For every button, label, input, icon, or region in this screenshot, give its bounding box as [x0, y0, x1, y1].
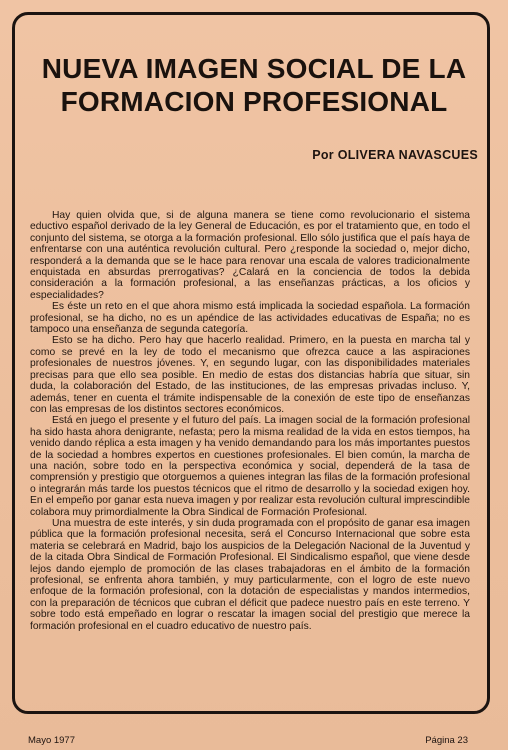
article-byline: Por OLIVERA NAVASCUES	[312, 148, 478, 162]
paragraph-1: Hay quien olvida que, si de alguna manera se tiene como revolucionario el sistema eductivo español derivado de la ley General de Educación, es por el tratamiento que, en todo el conjunto del sistema, se otorga a la formación profesional. Ello sólo justifica que el país haya de enfrentarse con una auténtica revolución cultural. Pero ¿responde la sociedad o, mejor dicho, responderá a la demanda que se le hace para renovar una escala de valores tradicionalmente enquistada en absurdas prerrogativas? ¿Calará en la conciencia de todos la debida consideración a la formación profesional, a las enseñanzas prácticas, a los oficios y especialidades?	[30, 210, 470, 301]
paragraph-3: Esto se ha dicho. Pero hay que hacerlo realidad. Primero, en la puesta en marcha tal y como se prevé en la ley de todo el mecanismo que ofrezca cauce a las aspiraciones profesionales de nuestros jóvenes. Y, en segundo lugar, con las disponibilidades materiales precisas para que ello sea posible. En medio de estas dos distancias habría que situar, sin duda, la colaboración del Estado, de las instituciones, de las empresas privadas incluso. Y, además, tener en cuenta el trámite indispensable de la conexión de este tipo de enseñanzas con las empresas de los distintos sectores económicos.	[30, 335, 470, 415]
paragraph-5: Una muestra de este interés, y sin duda programada con el propósito de ganar esa imagen pública que la formación profesional necesita, será el Concurso Internacional que sobre esta materia se celebrará en Madrid, bajo los auspicios de la Delegación Nacional de la Juventud y de la citada Obra Sindical de Formación Profesional. El Sindicalismo español, que viene desde lejos dando ejemplo de promoción de las clases trabajadoras en el ámbito de la formación profesional, se enfrenta ahora también, y muy particularmente, con el logro de este nuevo enfoque de la formación profesional, con la dotación de especialistas y mandos intermedios, con la preparación de técnicos que cubran el déficit que padece nuestro país en este terreno. Y sobre todo está empeñado en lograr o rescatar la imagen social del prestigio que merece la formación profesional en el cuadro educativo de nuestro país.	[30, 517, 470, 632]
paragraph-2: Es éste un reto en el que ahora mismo está implicada la sociedad española. La formación profesional, se ha dicho, no es un apéndice de las actividades educativas de España; no es tampoco una enseñanza de segunda categoría.	[30, 301, 470, 336]
footer-date: Mayo 1977	[28, 735, 76, 746]
paragraph-4: Está en juego el presente y el futuro del país. La imagen social de la formación profesional ha sido hasta ahora denigrante, nefasta; pero la misma realidad de la vida en estos tiempos, ha venido dando réplica a esta imagen y ha venido demandando para los más importantes puestos de la sociedad a hombres expertos en cuestiones profesionales. El bien común, la marcha de una nación, sobre todo en la perspectiva económica y social, dependerá de la tasa de comprensión y prestigio que otorguemos a quienes integran las filas de la formación profesional o integrarán más tarde los puestos técnicos que el ritmo de desarrollo y la sociedad exigen hoy. En el empeño por ganar esta nueva imagen y por realizar esta revolución cultural imprescindible colabora muy primordialmente la Obra Sindical de Formación Profesional.	[30, 415, 470, 518]
article-body	[30, 210, 470, 632]
article-title: NUEVA IMAGEN SOCIAL DE LA FORMACION PROFESIONAL	[41, 53, 467, 117]
footer-page-number: Página 23	[425, 735, 468, 746]
